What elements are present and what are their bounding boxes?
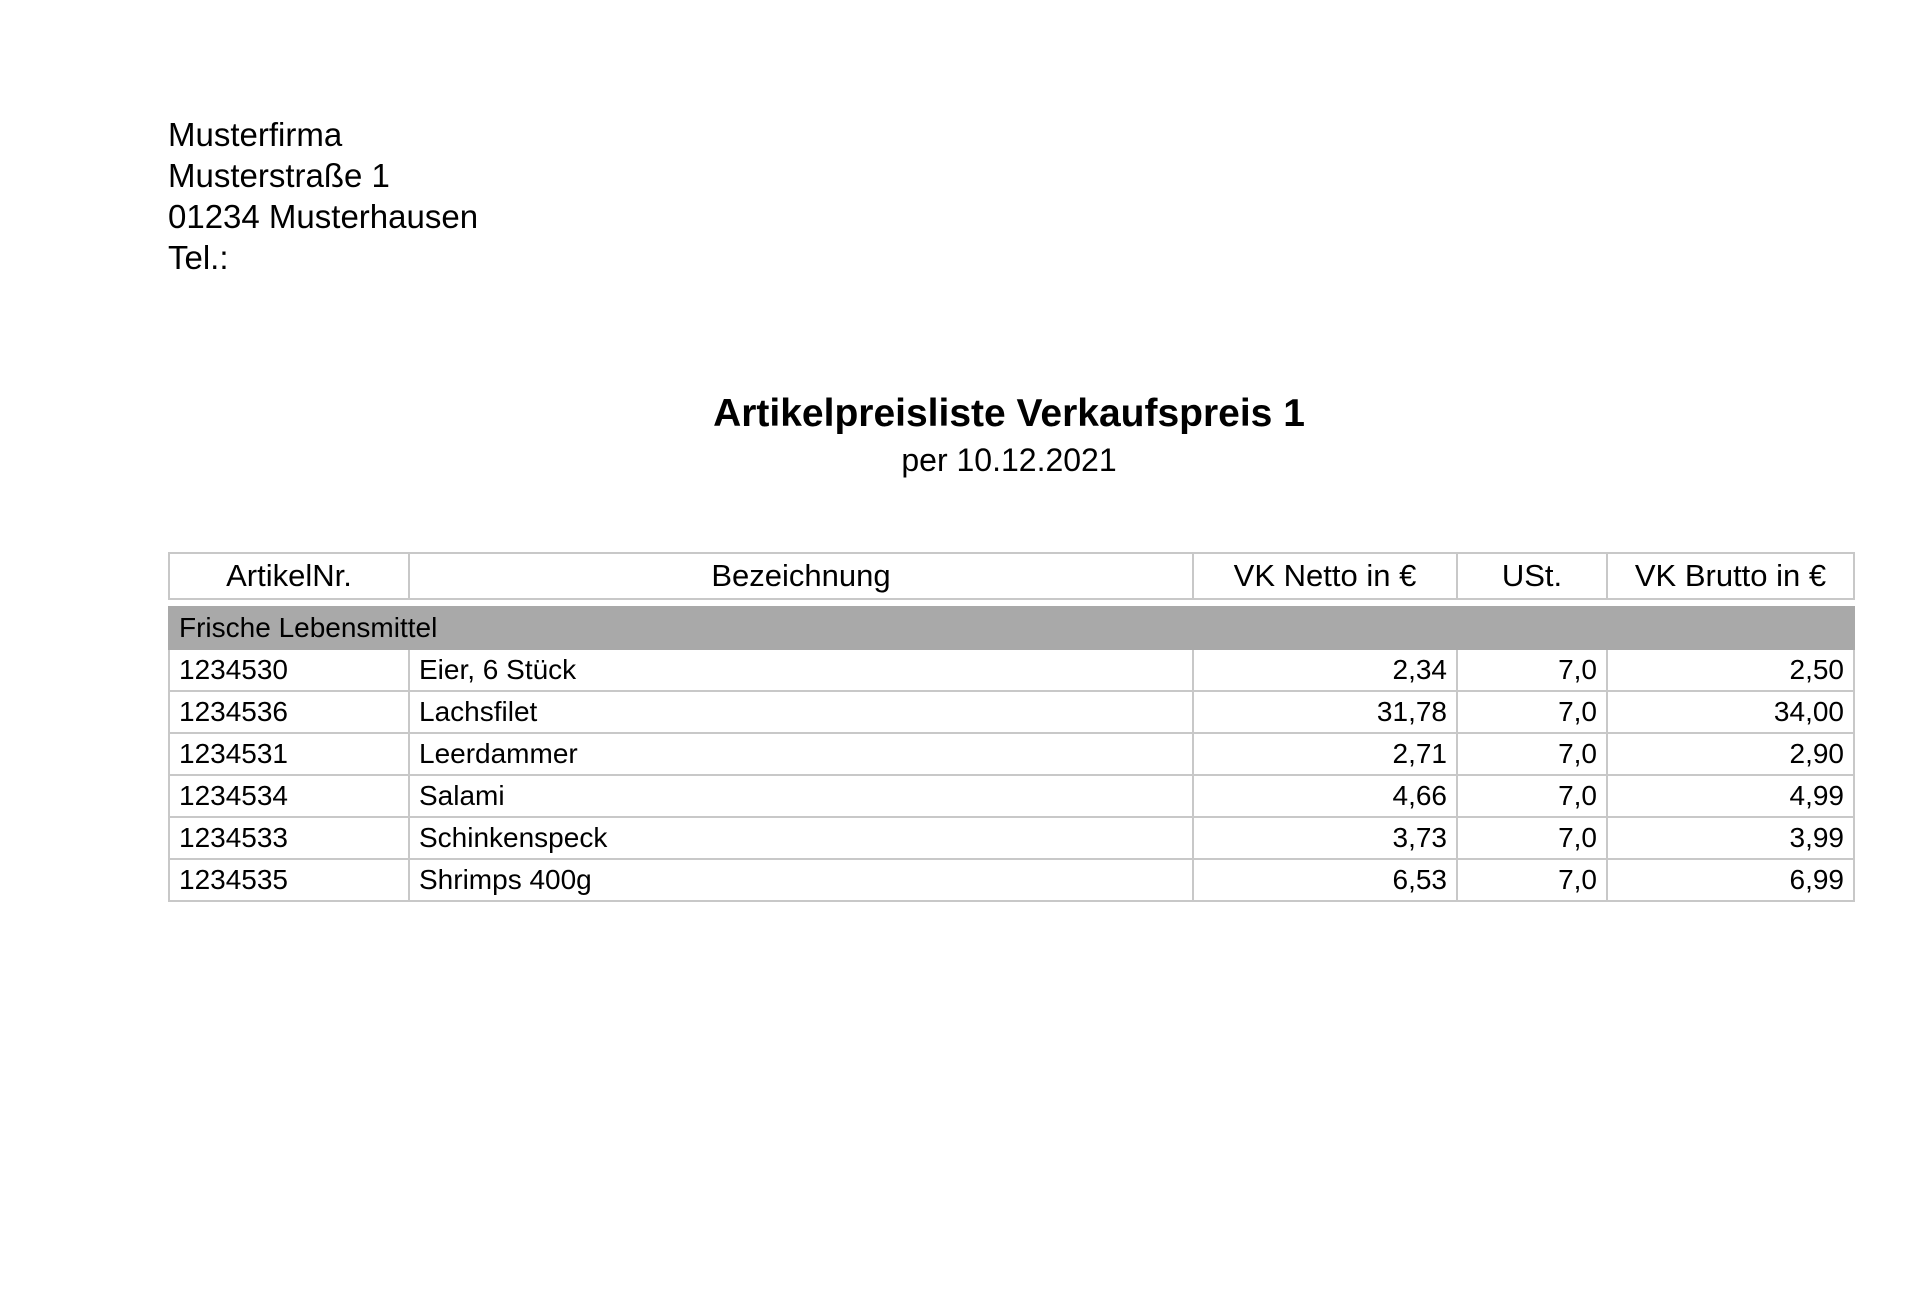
company-address: [168, 114, 478, 278]
table-header: [169, 553, 1854, 599]
group-row: [169, 607, 1854, 649]
table-spacer: [169, 599, 1854, 607]
company-name: Musterfirma: [168, 116, 343, 153]
column-header-vk-brutto: VK Brutto in €: [1607, 553, 1854, 599]
table-row: [169, 775, 1854, 817]
table-row: [169, 817, 1854, 859]
column-header-artikelnr: ArtikelNr.: [169, 553, 409, 599]
cell-vk-brutto: 3,99: [1607, 817, 1854, 859]
table-row: [169, 859, 1854, 901]
cell-ust: 7,0: [1457, 733, 1607, 775]
cell-bezeichnung: Schinkenspeck: [409, 817, 1193, 859]
cell-vk-netto: 4,66: [1193, 775, 1457, 817]
company-phone: Tel.:: [168, 239, 229, 276]
cell-ust: 7,0: [1457, 775, 1607, 817]
report-title: Artikelpreisliste Verkaufspreis 1: [713, 392, 1305, 435]
cell-bezeichnung: Eier, 6 Stück: [409, 649, 1193, 691]
table-row: [169, 649, 1854, 691]
cell-vk-brutto: 2,90: [1607, 733, 1854, 775]
cell-bezeichnung: Leerdammer: [409, 733, 1193, 775]
table-row: [169, 691, 1854, 733]
column-header-ust: USt.: [1457, 553, 1607, 599]
cell-ust: 7,0: [1457, 691, 1607, 733]
cell-vk-netto: 2,34: [1193, 649, 1457, 691]
cell-vk-brutto: 6,99: [1607, 859, 1854, 901]
cell-bezeichnung: Salami: [409, 775, 1193, 817]
cell-artikelnr: 1234535: [169, 859, 409, 901]
cell-artikelnr: 1234530: [169, 649, 409, 691]
cell-vk-netto: 3,73: [1193, 817, 1457, 859]
cell-artikelnr: 1234533: [169, 817, 409, 859]
cell-ust: 7,0: [1457, 649, 1607, 691]
cell-vk-brutto: 2,50: [1607, 649, 1854, 691]
cell-vk-netto: 31,78: [1193, 691, 1457, 733]
table-body: [169, 599, 1854, 901]
cell-ust: 7,0: [1457, 859, 1607, 901]
cell-ust: 7,0: [1457, 817, 1607, 859]
cell-vk-brutto: 34,00: [1607, 691, 1854, 733]
cell-bezeichnung: Shrimps 400g: [409, 859, 1193, 901]
report-date: per 10.12.2021: [901, 442, 1117, 478]
cell-artikelnr: 1234536: [169, 691, 409, 733]
cell-vk-netto: 2,71: [1193, 733, 1457, 775]
cell-artikelnr: 1234531: [169, 733, 409, 775]
group-label: Frische Lebensmittel: [169, 607, 1854, 649]
price-table: [168, 552, 1855, 902]
column-header-bezeichnung: Bezeichnung: [409, 553, 1193, 599]
company-street: Musterstraße 1: [168, 157, 390, 194]
cell-vk-netto: 6,53: [1193, 859, 1457, 901]
table-row: [169, 733, 1854, 775]
cell-vk-brutto: 4,99: [1607, 775, 1854, 817]
company-city: 01234 Musterhausen: [168, 198, 479, 235]
cell-bezeichnung: Lachsfilet: [409, 691, 1193, 733]
cell-artikelnr: 1234534: [169, 775, 409, 817]
report-header: [0, 390, 1920, 480]
column-header-vk-netto: VK Netto in €: [1193, 553, 1457, 599]
